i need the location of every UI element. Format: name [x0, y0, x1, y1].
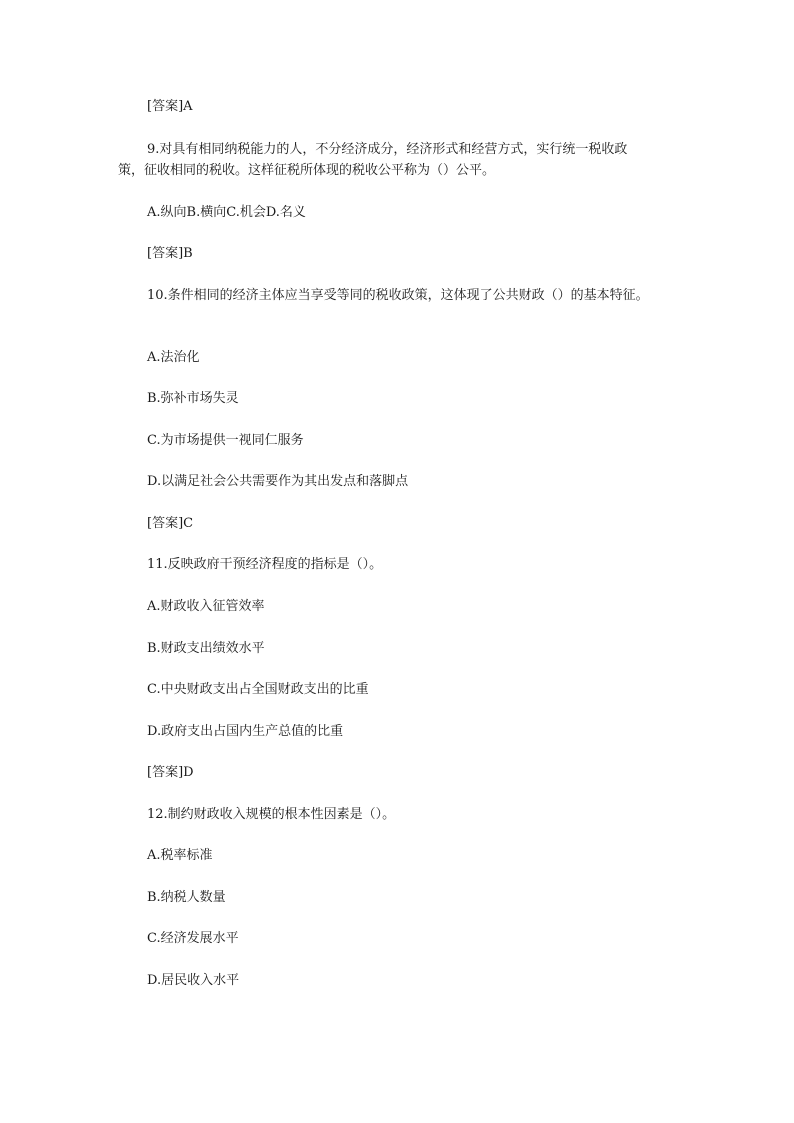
- question-11: 11.反映政府干预经济程度的指标是（）。: [147, 557, 383, 572]
- question-12-option-b: B.纳税人数量: [147, 890, 226, 905]
- answer-9: [答案]B: [147, 246, 193, 261]
- question-10-option-c: C.为市场提供一视同仁服务: [147, 433, 304, 448]
- question-10-option-d: D.以满足社会公共需要作为其出发点和落脚点: [147, 474, 409, 489]
- question-11-option-c: C.中央财政支出占全国财政支出的比重: [147, 682, 369, 697]
- question-10: 10.条件相同的经济主体应当享受等同的税收政策，这体现了公共财政（）的基本特征。: [147, 288, 649, 303]
- question-12-option-c: C.经济发展水平: [147, 931, 239, 946]
- question-12-option-d: D.居民收入水平: [147, 973, 240, 988]
- question-11-option-a: A.财政收入征管效率: [147, 599, 265, 614]
- question-11-option-b: B.财政支出绩效水平: [147, 641, 265, 656]
- question-9-line-2: 策，征收相同的税收。这样征税所体现的税收公平称为（）公平。: [118, 163, 496, 178]
- answer-10: [答案]C: [147, 516, 194, 531]
- question-9-options: A.纵向B.横向C.机会D.名义: [147, 205, 306, 220]
- question-10-option-a: A.法治化: [147, 350, 200, 365]
- answer-8: [答案]A: [147, 99, 193, 114]
- answer-11: [答案]D: [147, 765, 194, 780]
- question-9-line-1: 9.对具有相同纳税能力的人，不分经济成分，经济形式和经营方式，实行统一税收政: [147, 142, 628, 157]
- question-11-option-d: D.政府支出占国内生产总值的比重: [147, 724, 344, 739]
- question-12-option-a: A.税率标准: [147, 848, 213, 863]
- question-10-option-b: B.弥补市场失灵: [147, 391, 239, 406]
- question-12: 12.制约财政收入规模的根本性因素是（）。: [147, 807, 396, 822]
